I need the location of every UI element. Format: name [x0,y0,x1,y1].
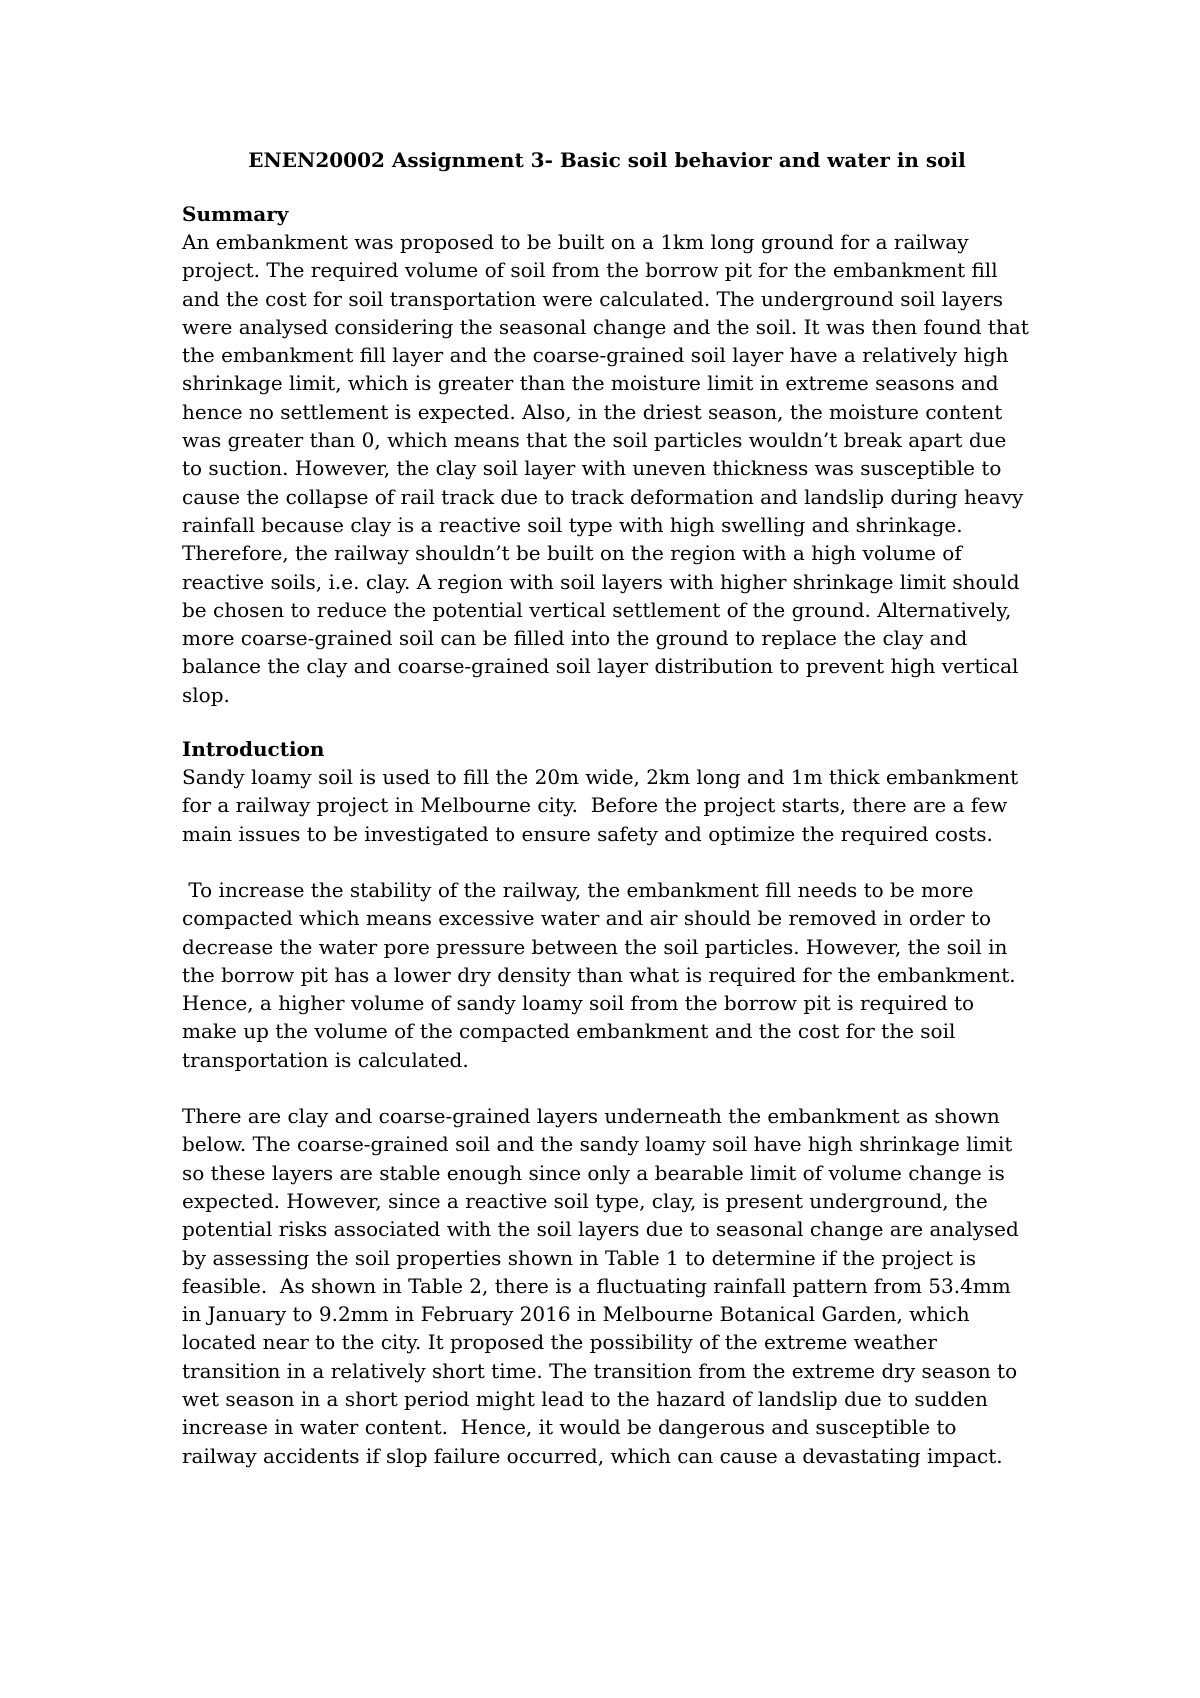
introduction-heading: Introduction [182,737,325,762]
document-body [182,146,1036,1470]
paragraph-spacer [182,1074,1032,1102]
introduction-paragraph-2: To increase the stability of the railway, the embankment fill needs to be more compacted which means excessive water and air should be removed in order to decrease the water pore pressure between the soil particles. However, the soil in the borrow pit has a lower dry density than what is required for the embankment. Hence, a higher volume of sandy loamy soil from the borrow pit is required to make up the volume of the compacted embankment and the cost for the soil transportation is calculated. [182,877,1022,1072]
summary-paragraph: An embankment was proposed to be built on a 1km long ground for a railway project. The required volume of soil from the borrow pit for the embankment fill and the cost for soil transportation were calculated. The underground soil layers were analysed considering the seasonal change and the soil. It was then found that the embankment fill layer and the coarse-grained soil layer have a relatively high shrinkage limit, which is greater than the moisture limit in extreme seasons and hence no settlement is expected. Also, in the driest season, the moisture content was greater than 0, which means that the soil particles wouldn’t break apart due to suction. However, the clay soil layer with uneven thickness was susceptible to cause the collapse of rail track due to track deformation and landslip during heavy rainfall because clay is a reactive soil type with high swelling and shrinkage. Therefore, the railway shouldn’t be built on the region with a high volume of reactive soils, i.e. clay. A region with soil layers with higher shrinkage limit should be chosen to reduce the potential vertical settlement of the ground. Alternatively, more coarse-grained soil can be filled into the ground to replace the clay and balance the clay and coarse-grained soil layer distribution to prevent high vertical slop. [182,230,1036,707]
document-title: ENEN20002 Assignment 3- Basic soil behavior and water in soil [248,148,966,172]
paragraph-spacer [182,848,1032,876]
introduction-paragraph-1: Sandy loamy soil is used to fill the 20m wide, 2km long and 1m thick embankment for a railway project in Melbourne city. Before the project starts, there are a few main issues to be investigated to ensure safety and optimize the required costs. [182,765,1025,846]
summary-heading: Summary [182,202,289,226]
introduction-paragraph-3: There are clay and coarse-grained layers underneath the embankment as shown below. The coarse-grained soil and the sandy loamy soil have high shrinkage limit so these layers are stable enough since only a bearable limit of volume change is expected. However, since a reactive soil type, clay, is present underground, the potential risks associated with the soil layers due to seasonal change are analysed by assessing the soil properties shown in Table 1 to determine if the project is feasible. As shown in Table 2, there is a fluctuating rainfall pattern from 53.4mm in January to 9.2mm in February 2016 in Melbourne Botanical Garden, which located near to the city. It proposed the possibility of the extreme weather transition in a relatively short time. The transition from the extreme dry season to wet season in a short period might lead to the hazard of landslip due to sudden increase in water content. Hence, it would be dangerous and susceptible to railway accidents if slop failure occurred, which can cause a devastating impact. [182,1104,1026,1468]
section-spacer [182,709,1032,735]
